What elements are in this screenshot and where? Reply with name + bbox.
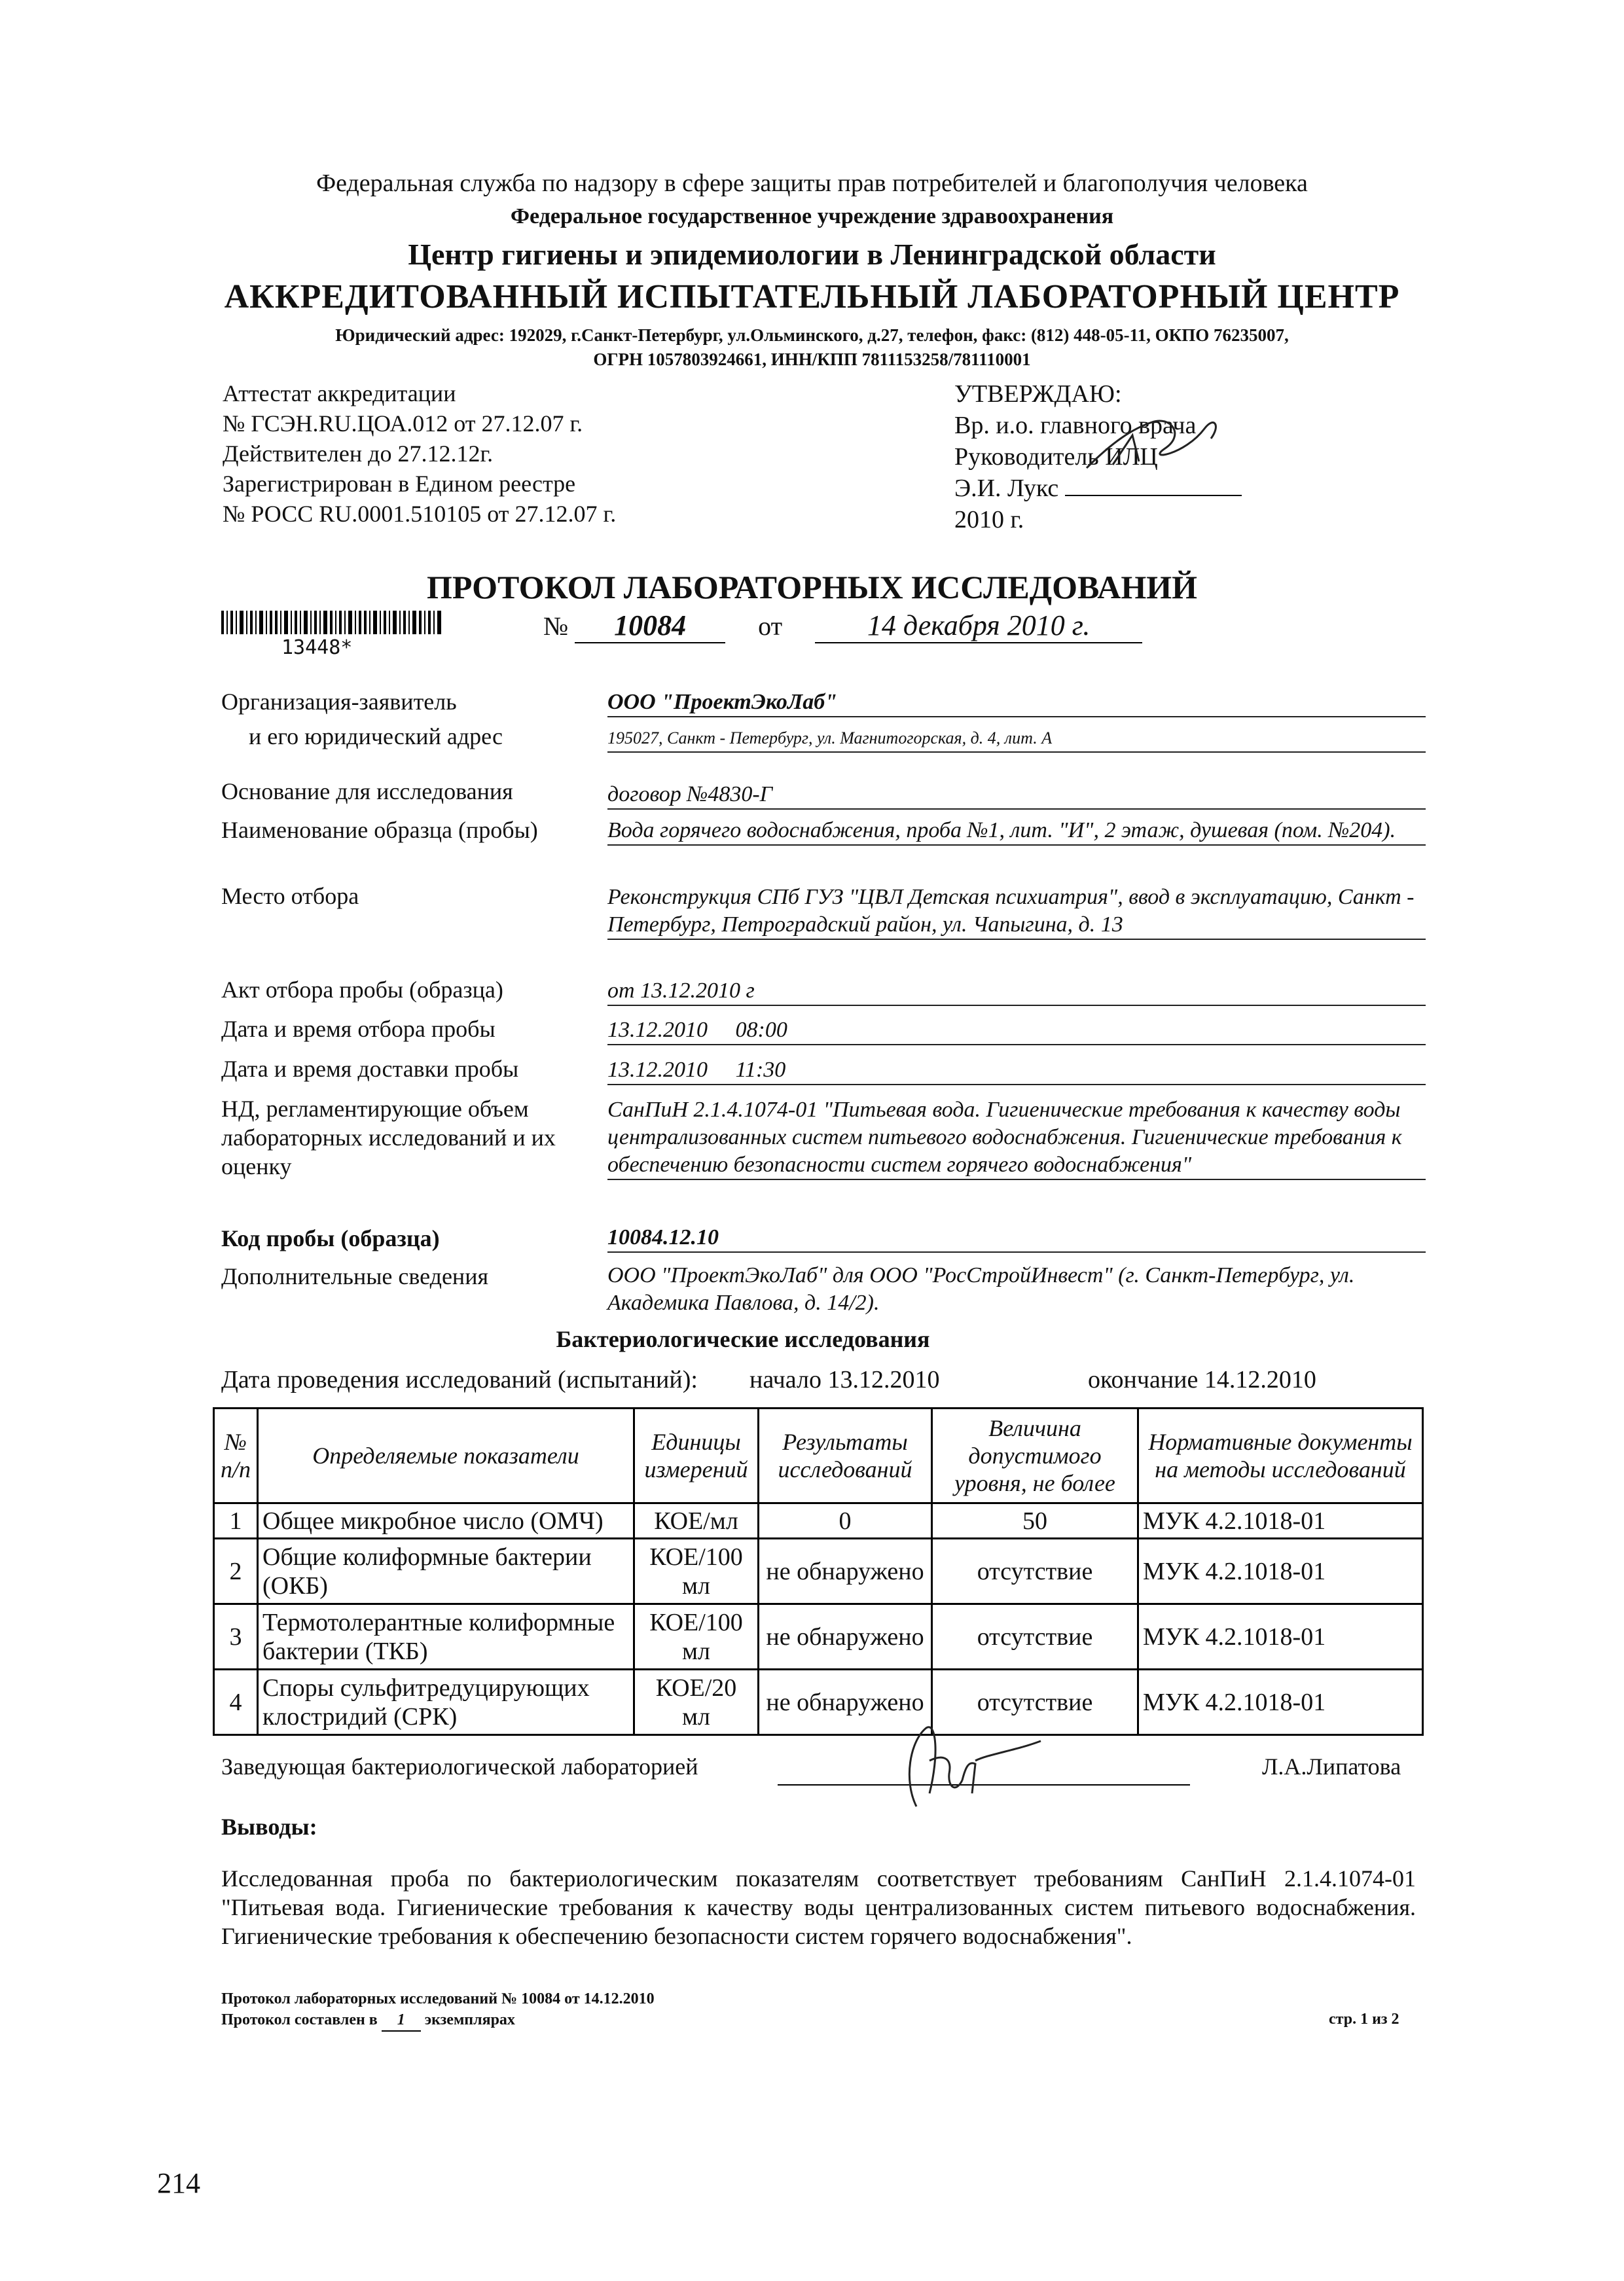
cell-no: 3 (214, 1604, 258, 1670)
address-line-1: Юридический адрес: 192029, г.Санкт-Петербург, ул.Ольминского, д.27, телефон, факс: (812) 448-05-11, ОКПО 76235007, (335, 325, 1289, 345)
field-value-sampling-time: 13.12.2010 08:00 (607, 1016, 1426, 1045)
number-sign: № (543, 611, 569, 641)
approval-signature-line (1065, 495, 1242, 496)
protocol-number: 10084 (575, 609, 725, 643)
field-value-sample-code: 10084.12.10 (607, 1224, 1426, 1253)
conclusions-text: Исследованная проба по бактериологическим показателям соответствует требованиям СанПиН 2.1.4.1074-01 "Питьевая вода. Гигиенические требования к качеству воды централизованных систем питьевого водоснабжения. Гигиенические требования к обеспечению безопасности систем горячего водоснабжения". (221, 1865, 1416, 1949)
field-value-applicant: ООО "ПроектЭкоЛаб" (607, 689, 1426, 717)
cell-result: не обнаружено (759, 1670, 932, 1735)
table-row (214, 1503, 1423, 1539)
field-value-location: Реконструкция СПб ГУЗ "ЦВЛ Детская психиатрия", ввод в эксплуатацию, Санкт - Петербург, Петроградский район, ул. Чапыгина, д. 13 (607, 884, 1426, 940)
cell-method: МУК 4.2.1018-01 (1138, 1539, 1423, 1604)
approval-title: УТВЕРЖДАЮ: (954, 380, 1122, 408)
approval-role: Руководитель ИЛЦ (954, 443, 1158, 471)
lab-head-name: Л.А.Липатова (1262, 1753, 1401, 1780)
header-no: № п/п (214, 1409, 258, 1503)
table-header-row (214, 1409, 1423, 1503)
institution-name: Центр гигиены и эпидемиологии в Ленинградской области (408, 238, 1216, 271)
approval-year: 2010 г. (954, 506, 1024, 533)
cell-indicator: Споры сульфитредуцирующих клостридий (СРК) (258, 1670, 634, 1735)
cell-limit: 50 (932, 1503, 1138, 1539)
institution-type: Федеральное государственное учреждение здравоохранения (510, 204, 1114, 228)
lab-head-signature-image (890, 1715, 1047, 1813)
footer-page-indicator: стр. 1 из 2 (1329, 2011, 1399, 2028)
cell-units: КОЕ/100 мл (634, 1604, 759, 1670)
cell-indicator: Общие колиформные бактерии (ОКБ) (258, 1539, 634, 1604)
accreditation-line: Зарегистрирован в Едином реестре (223, 471, 576, 497)
header-limit: Величина допустимого уровня, не более (932, 1409, 1138, 1503)
field-label-applicant: Организация-заявитель (221, 689, 457, 715)
date-preposition: от (758, 611, 783, 641)
footer-block (221, 1988, 655, 2032)
footer-protocol-ref: Протокол лабораторных исследований № 10084 от 14.12.2010 (221, 1990, 655, 2007)
cell-method: МУК 4.2.1018-01 (1138, 1670, 1423, 1735)
cell-result: не обнаружено (759, 1539, 932, 1604)
accreditation-line: Аттестат аккредитации (223, 380, 456, 406)
cell-units: КОЕ/20 мл (634, 1670, 759, 1735)
footer-copies-prefix: Протокол составлен в (221, 2011, 378, 2028)
field-label-act: Акт отбора пробы (образца) (221, 977, 503, 1003)
field-value-address: 195027, Санкт - Петербург, ул. Магнитогорская, д. 4, лит. А (607, 725, 1426, 753)
lab-center-name: АККРЕДИТОВАННЫЙ ИСПЫТАТЕЛЬНЫЙ ЛАБОРАТОРНЫЙ ЦЕНТР (224, 278, 1400, 315)
test-dates-label: Дата проведения исследований (испытаний): (221, 1366, 698, 1393)
field-label-delivery-time: Дата и время доставки пробы (221, 1056, 519, 1082)
cell-result: не обнаружено (759, 1604, 932, 1670)
cell-indicator: Термотолерантные колиформные бактерии (ТКБ) (258, 1604, 634, 1670)
header-indicator: Определяемые показатели (258, 1409, 634, 1503)
field-label-location: Место отбора (221, 883, 359, 909)
cell-units: КОЕ/мл (634, 1503, 759, 1539)
cell-no: 1 (214, 1503, 258, 1539)
conclusions-title: Выводы: (221, 1814, 317, 1840)
legal-address (0, 323, 1624, 372)
cell-indicator: Общее микробное число (ОМЧ) (258, 1503, 634, 1539)
header-units: Единицы измерений (634, 1409, 759, 1503)
field-label-sample-code: Код пробы (образца) (221, 1225, 440, 1251)
footer-copies (221, 2009, 655, 2032)
agency-name: Федеральная служба по надзору в сфере защиты прав потребителей и благополучия человека (316, 170, 1308, 197)
accreditation-block (223, 378, 616, 529)
cell-method: МУК 4.2.1018-01 (1138, 1604, 1423, 1670)
approval-position: Вр. и.о. главного врача (954, 412, 1197, 439)
field-value-regulations: СанПиН 2.1.4.1074-01 "Питьевая вода. Гигиенические требования к качеству воды централизованных систем питьевого водоснабжения. Гигиенические требования к обеспечению безопасности систем горячего водоснабжения" (607, 1096, 1426, 1180)
test-dates-end: окончание 14.12.2010 (1088, 1366, 1316, 1393)
cell-no: 2 (214, 1539, 258, 1604)
field-label-regulations: НД, регламентирующие объем лабораторных исследований и их оценку (221, 1096, 556, 1179)
header-results: Результаты исследований (759, 1409, 932, 1503)
footer-copies-count: 1 (382, 2009, 421, 2032)
accreditation-line: Действителен до 27.12.12г. (223, 440, 494, 467)
table-row (214, 1604, 1423, 1670)
cell-method: МУК 4.2.1018-01 (1138, 1503, 1423, 1539)
accreditation-line: № ГСЭН.RU.ЦОА.012 от 27.12.07 г. (223, 410, 583, 437)
results-table (213, 1407, 1424, 1736)
protocol-title: ПРОТОКОЛ ЛАБОРАТОРНЫХ ИССЛЕДОВАНИЙ (426, 569, 1198, 605)
address-line-2: ОГРН 1057803924661, ИНН/КПП 7811153258/781110001 (593, 350, 1031, 369)
field-value-act: от 13.12.2010 г (607, 977, 1426, 1006)
field-value-additional: ООО "ПроектЭкоЛаб" для ООО "РосСтройИнвест" (г. Санкт-Петербург, ул. Академика Павлова, д. 14/2). (607, 1263, 1355, 1315)
field-value-delivery-time: 13.12.2010 11:30 (607, 1056, 1426, 1085)
field-label-sample-name: Наименование образца (пробы) (221, 817, 538, 843)
barcode-number: 13448* (281, 636, 353, 659)
field-label-address: и его юридический адрес (249, 723, 503, 749)
field-label-additional: Дополнительные сведения (221, 1263, 489, 1289)
protocol-number-line (543, 609, 1142, 643)
sheet-number: 214 (157, 2167, 200, 2199)
field-value-sample-name: Вода горячего водоснабжения, проба №1, лит. "И", 2 этаж, душевая (пом. №204). (607, 817, 1426, 846)
field-label-basis: Основание для исследования (221, 778, 513, 804)
cell-units: КОЕ/100 мл (634, 1539, 759, 1604)
section-title: Бактериологические исследования (556, 1326, 930, 1352)
approval-signature-image (1074, 403, 1231, 481)
cell-limit: отсутствие (932, 1539, 1138, 1604)
cell-limit: отсутствие (932, 1670, 1138, 1735)
table-row (214, 1539, 1423, 1604)
protocol-date: 14 декабря 2010 г. (815, 609, 1142, 643)
cell-limit: отсутствие (932, 1604, 1138, 1670)
lab-head-role: Заведующая бактериологической лабораторией (221, 1753, 698, 1780)
cell-no: 4 (214, 1670, 258, 1735)
accreditation-line: № РОСС RU.0001.510105 от 27.12.07 г. (223, 501, 617, 527)
barcode-image (221, 611, 444, 634)
test-dates-start: начало 13.12.2010 (749, 1366, 940, 1393)
cell-result: 0 (759, 1503, 932, 1539)
table-row (214, 1670, 1423, 1735)
approval-signer-name: Э.И. Лукс (954, 475, 1059, 502)
field-value-basis: договор №4830-Г (607, 781, 1426, 810)
footer-copies-suffix: экземплярах (424, 2011, 515, 2028)
field-label-sampling-time: Дата и время отбора пробы (221, 1016, 496, 1042)
header-methods: Нормативные документы на методы исследований (1138, 1409, 1423, 1503)
